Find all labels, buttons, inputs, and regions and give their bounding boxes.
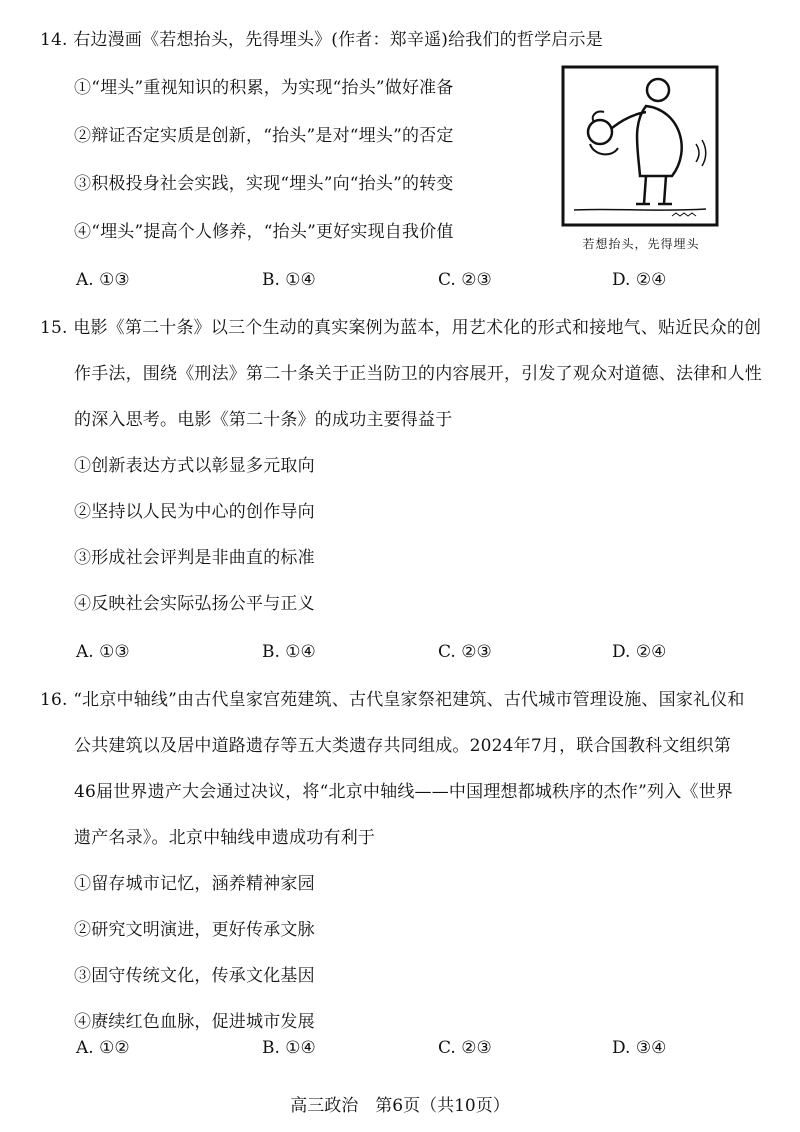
q15-option-b[interactable]: B. ①④: [262, 642, 316, 662]
q15-option-d[interactable]: D. ②④: [612, 642, 667, 662]
cartoon-body: [637, 106, 682, 176]
q14-item-4: ④“埋头”提高个人修养，“抬头”更好实现自我价值: [74, 222, 454, 242]
q16-option-b[interactable]: B. ①④: [262, 1038, 316, 1058]
q15-item-3: ③形成社会评判是非曲直的标准: [74, 548, 315, 568]
q15-item-4: ④反映社会实际弘扬公平与正义: [74, 594, 315, 614]
q14-item-2: ②辩证否定实质是创新，“抬头”是对“埋头”的否定: [74, 126, 454, 146]
q15-item-1: ①创新表达方式以彰显多元取向: [74, 456, 315, 476]
q15-stem-line-1: 15. 电影《第二十条》以三个生动的真实案例为蓝本，用艺术化的形式和接地气、贴近民众的创: [40, 318, 762, 338]
q16-option-a[interactable]: A. ①②: [76, 1038, 130, 1058]
cartoon-lowered-head: [588, 120, 612, 144]
q16-item-2: ②研究文明演进，更好传承文脉: [74, 920, 315, 940]
q16-item-3: ③固守传统文化，传承文化基因: [74, 966, 315, 986]
q16-stem-line-1: 16. “北京中轴线”由古代皇家宫苑建筑、古代皇家祭祀建筑、古代城市管理设施、国家礼仪和: [40, 690, 745, 710]
q14-option-d[interactable]: D. ②④: [612, 270, 667, 290]
q14-option-a[interactable]: A. ①③: [76, 270, 130, 290]
q16-stem-line-3: 46届世界遗产大会通过决议，将“北京中轴线——中国理想都城秩序的杰作”列入《世界: [74, 782, 734, 802]
q15-stem-line-2: 作手法，围绕《刑法》第二十条关于正当防卫的内容展开，引发了观众对道德、法律和人性: [74, 364, 762, 384]
q16-option-d[interactable]: D. ③④: [612, 1038, 667, 1058]
q16-stem-line-2: 公共建筑以及居中道路遗存等五大类遗存共同组成。2024年7月，联合国教科文组织第: [74, 736, 732, 756]
q15-option-c[interactable]: C. ②③: [438, 642, 492, 662]
q16-item-4: ④赓续红色血脉，促进城市发展: [74, 1012, 315, 1032]
q16-stem-line-4: 遗产名录》。北京中轴线申遗成功有利于: [74, 828, 376, 848]
q16-item-1: ①留存城市记忆，涵养精神家园: [74, 874, 315, 894]
page-footer: 高三政治 第6页（共10页）: [290, 1096, 510, 1116]
q15-option-a[interactable]: A. ①③: [76, 642, 130, 662]
q14-item-3: ③积极投身社会实践，实现“埋头”向“抬头”的转变: [74, 174, 454, 194]
q16-option-c[interactable]: C. ②③: [438, 1038, 492, 1058]
q14-stem: 14. 右边漫画《若想抬头，先得埋头》(作者：郑辛遥)给我们的哲学启示是: [40, 30, 603, 50]
cartoon-caption: 若想抬头，先得埋头: [582, 237, 700, 251]
q15-stem-line-3: 的深入思考。电影《第二十条》的成功主要得益于: [74, 410, 453, 430]
q14-item-1: ①“埋头”重视知识的积累，为实现“抬头”做好准备: [74, 78, 454, 98]
cartoon-illustration: [560, 64, 720, 228]
q14-option-b[interactable]: B. ①④: [262, 270, 316, 290]
cartoon-head: [647, 79, 669, 101]
q14-option-c[interactable]: C. ②③: [438, 270, 492, 290]
q15-item-2: ②坚持以人民为中心的创作导向: [74, 502, 315, 522]
